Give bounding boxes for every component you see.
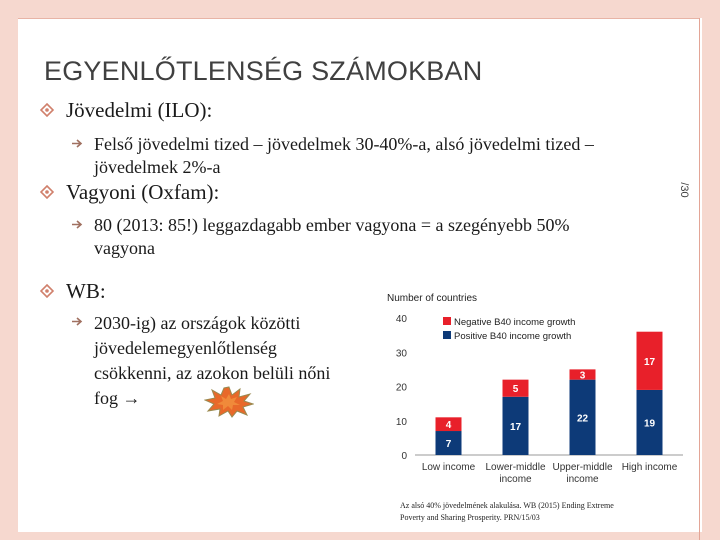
x-tick-label: Low income [421,462,476,473]
legend-swatch [443,317,451,325]
x-tick-label: income [566,474,599,485]
bar-value-label: 5 [512,384,519,396]
legend-label: Negative B40 income growth [454,317,576,328]
arrow-bullet-icon [71,316,84,327]
bar-value-label: 3 [579,370,586,382]
explosion-icon[interactable] [204,386,254,418]
frame-line-top [18,18,700,19]
sub-bullet-wb-line-2: jövedelemegyenlőtlenség [94,338,277,358]
diamond-bullet-icon [40,103,54,117]
x-tick-label: Upper-middle [552,462,613,473]
bullet-wb-text: WB: [66,279,106,303]
bar-value-label: 7 [445,439,452,451]
sub-bullet-oxfam [94,214,569,260]
frame-line-right [699,18,700,540]
legend-label: Positive B40 income growth [454,331,572,342]
bar-chart [383,287,686,495]
diamond-bullet-icon [40,185,54,199]
bullet-ilo [66,98,212,123]
sub-bullet-oxfam-line-2: vagyona [94,238,155,258]
y-tick-label: 20 [395,382,407,394]
bullet-ilo-text: Jövedelmi (ILO): [66,98,213,122]
frame-right [702,0,720,540]
legend-swatch [443,331,451,339]
frame-top [0,0,720,18]
slide-title: EGYENLŐTLENSÉG SZÁMOKBAN [44,56,483,86]
bar-value-label: 4 [445,420,452,432]
bar-value-label: 17 [643,356,656,368]
page-number: /30 [678,182,690,198]
sub-bullet-oxfam-line-1: 80 (2013: 85!) leggazdagabb ember vagyona = a szegényebb 50% [94,215,570,235]
bar-value-label: 19 [643,418,656,430]
arrow-bullet-icon [71,138,84,149]
y-tick-label: 40 [395,314,407,325]
bullet-oxfam-text: Vagyoni (Oxfam): [66,180,220,204]
frame-left [0,0,18,540]
chart-svg [383,287,686,495]
y-tick-label: 0 [401,451,407,462]
y-tick-label: 10 [395,416,407,428]
caption-line-2: Poverty and Sharing Prosperity. PRN/15/03 [400,513,540,522]
bullet-wb [66,279,106,304]
bar-value-label: 22 [576,413,589,425]
chart-caption [400,500,685,524]
x-tick-label: income [499,474,532,485]
bar-value-label: 17 [509,421,522,433]
sub-bullet-ilo-line-2: jövedelmek 2%-a [94,157,221,177]
sub-bullet-ilo-line-1: Felső jövedelmi tized – jövedelmek 30-40%-a, alsó jövedelmi tized – [94,134,594,154]
arrow-bullet-icon [71,219,84,230]
diamond-bullet-icon [40,284,54,298]
sub-bullet-wb-line-1: 2030-ig) az országok közötti [94,313,301,333]
bullet-oxfam [66,180,219,205]
caption-line-1: Az alsó 40% jövedelmének alakulása. WB (2015) Ending Extreme [400,501,614,510]
frame-bottom [0,532,720,540]
sub-bullet-wb-line-4: fog → [94,388,141,408]
sub-bullet-ilo [94,133,594,179]
x-tick-label: High income [621,462,678,473]
x-tick-label: Lower-middle [485,462,546,473]
y-tick-label: 30 [395,348,407,360]
chart-ylabel: Number of countries [387,293,478,304]
sub-bullet-wb-line-3: csökkenni, az azokon belüli nőni [94,363,331,383]
